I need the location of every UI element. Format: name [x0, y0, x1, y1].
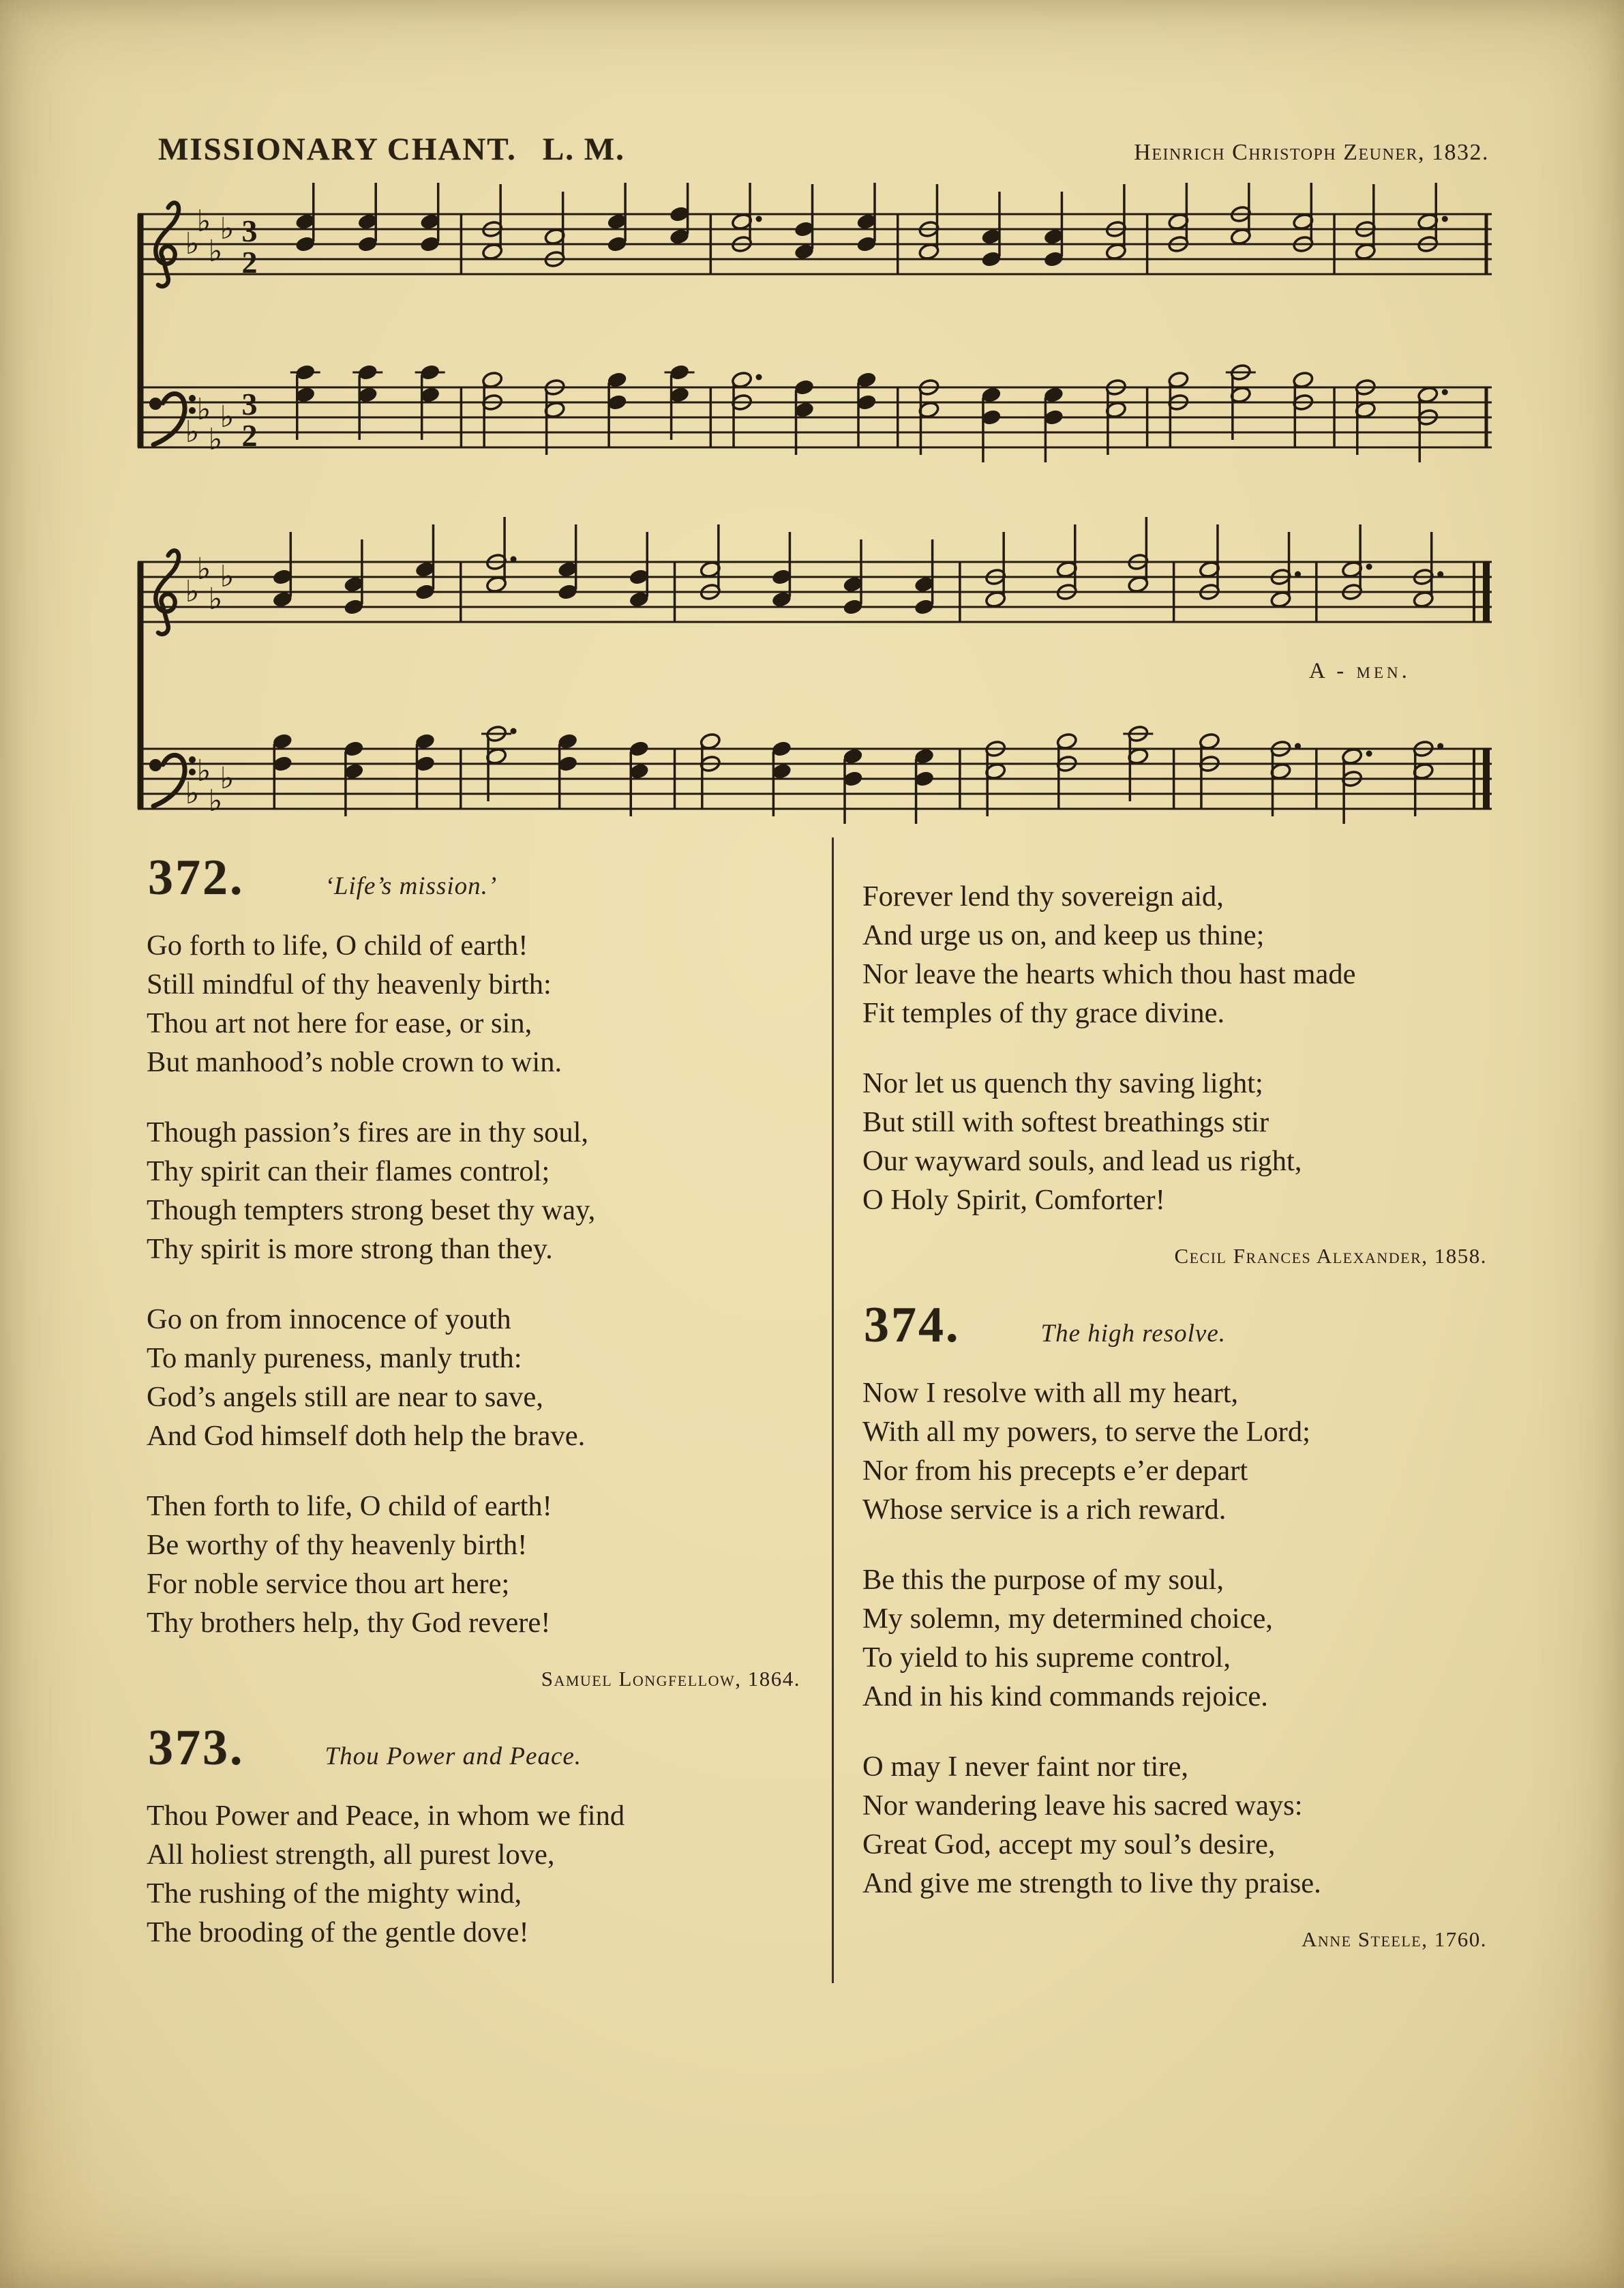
verse-line: Thy spirit can their flames control;	[147, 1155, 550, 1187]
verse-line: Forever lend thy sovereign aid,	[862, 880, 1224, 912]
tune-title-line	[158, 131, 625, 168]
verse-line: To manly pureness, manly truth:	[147, 1342, 522, 1374]
verse-line: Be this the purpose of my soul,	[862, 1564, 1224, 1596]
svg-text:♭: ♭	[196, 754, 211, 788]
author-attribution: Samuel Longfellow, 1864.	[541, 1667, 800, 1691]
verse-line: Fit temples of thy grace divine.	[862, 997, 1225, 1029]
right-column	[834, 837, 1495, 1983]
stanza	[147, 1300, 809, 1455]
svg-text:♭: ♭	[185, 574, 200, 609]
hymn-text-columns	[147, 837, 1495, 1983]
verse-line: And urge us on, and keep us thine;	[862, 919, 1265, 951]
svg-text:♭: ♭	[185, 415, 200, 449]
hymn-title: The high resolve.	[1040, 1320, 1227, 1348]
hymn-number: 373.	[148, 1720, 245, 1776]
stanza	[862, 1560, 1495, 1716]
svg-text:2: 2	[241, 418, 258, 453]
verse-line: The rushing of the mighty wind,	[147, 1877, 522, 1910]
hymn-heading	[148, 850, 809, 906]
svg-text:♭: ♭	[185, 776, 200, 811]
verse-line: Thou art not here for ease, or sin,	[147, 1007, 532, 1039]
stanza	[147, 1113, 809, 1268]
amen-text: A - men.	[1309, 659, 1411, 683]
svg-text:2: 2	[241, 245, 258, 280]
verse-line: Go forth to life, O child of earth!	[147, 930, 528, 962]
stanza	[862, 1747, 1495, 1903]
stanza	[862, 877, 1495, 1032]
svg-text:♭: ♭	[208, 582, 223, 616]
svg-text:♭: ♭	[220, 400, 235, 434]
verse-line: Nor wandering leave his sacred ways:	[862, 1789, 1303, 1822]
verse-line: Still mindful of thy heavenly birth:	[147, 968, 552, 1000]
svg-text:♭: ♭	[208, 234, 223, 269]
verse-line: Though tempters strong beset thy way,	[147, 1194, 596, 1226]
svg-text:♭: ♭	[196, 392, 211, 427]
verse-line: Thy brothers help, thy God revere!	[147, 1607, 551, 1639]
verse-line: Nor from his precepts e’er depart	[862, 1455, 1248, 1487]
verse-line: Whose service is a rich reward.	[862, 1494, 1227, 1526]
page-header	[158, 131, 1489, 168]
verse-line: For noble service thou art here;	[147, 1568, 510, 1600]
svg-text:♭: ♭	[185, 226, 200, 261]
svg-text:♭: ♭	[196, 204, 211, 239]
hymn-heading	[148, 1720, 809, 1776]
stanza	[147, 1487, 809, 1642]
hymn-heading	[864, 1297, 1495, 1353]
left-column	[147, 837, 832, 1983]
author-attribution: Anne Steele, 1760.	[1301, 1927, 1487, 1951]
svg-text:3: 3	[241, 213, 258, 248]
svg-text:♭: ♭	[208, 784, 223, 818]
author-attribution: Cecil Frances Alexander, 1858.	[1174, 1244, 1487, 1268]
verse-line: My solemn, my determined choice,	[862, 1603, 1273, 1635]
stanza	[147, 926, 809, 1082]
verse-line: But still with softest breathings stir	[862, 1106, 1269, 1138]
verse-line: Nor leave the hearts which thou hast made	[862, 958, 1356, 990]
verse-line: Thy spirit is more strong than they.	[147, 1233, 553, 1265]
verse-line: O may I never faint nor tire,	[862, 1751, 1188, 1783]
svg-text:♭: ♭	[220, 211, 235, 246]
verse-line: And God himself doth help the brave.	[147, 1420, 586, 1452]
verse-line: To yield to his supreme control,	[862, 1641, 1231, 1674]
verse-line: Though passion’s fires are in thy soul,	[147, 1116, 589, 1148]
verse-line: Our wayward souls, and lead us right,	[862, 1145, 1302, 1177]
svg-text:♭: ♭	[220, 559, 235, 594]
verse-line: Nor let us quench thy saving light;	[862, 1067, 1263, 1099]
stanza	[862, 1373, 1495, 1529]
verse-line: Now I resolve with all my heart,	[862, 1377, 1239, 1409]
sheet-music-block	[130, 183, 1500, 831]
verse-line: But manhood’s noble crown to win.	[147, 1046, 562, 1078]
verse-line: Thou Power and Peace, in whom we find	[147, 1800, 625, 1832]
verse-line: Then forth to life, O child of earth!	[147, 1490, 552, 1522]
verse-line: And give me strength to live thy praise.	[862, 1867, 1321, 1899]
tune-title: MISSIONARY CHANT.	[158, 132, 517, 167]
verse-line: O Holy Spirit, Comforter!	[862, 1184, 1165, 1216]
svg-text:♭: ♭	[196, 552, 211, 586]
music-notation-graphic	[130, 183, 1500, 831]
stanza	[862, 1064, 1495, 1219]
tune-meter: L. M.	[542, 132, 625, 167]
hymn-number: 372.	[148, 850, 245, 906]
verse-line: With all my powers, to serve the Lord;	[862, 1416, 1310, 1448]
verse-line: The brooding of the gentle dove!	[147, 1916, 529, 1948]
verse-line: Go on from innocence of youth	[147, 1303, 511, 1335]
verse-line: And in his kind commands rejoice.	[862, 1680, 1268, 1712]
verse-line: All holiest strength, all purest love,	[147, 1839, 555, 1871]
stanza	[147, 1796, 809, 1952]
svg-text:♭: ♭	[208, 422, 223, 457]
composer-credit: Heinrich Christoph Zeuner, 1832.	[1134, 140, 1489, 165]
hymn-number: 374.	[864, 1297, 961, 1353]
svg-text:3: 3	[241, 387, 258, 421]
verse-line: Great God, accept my soul’s desire,	[862, 1828, 1276, 1860]
verse-line: Be worthy of thy heavenly birth!	[147, 1529, 528, 1561]
hymn-title: ‘Life’s mission.’	[325, 872, 498, 900]
verse-line: God’s angels still are near to save,	[147, 1381, 543, 1413]
hymn-title: Thou Power and Peace.	[325, 1742, 582, 1770]
svg-text:♭: ♭	[220, 761, 235, 796]
